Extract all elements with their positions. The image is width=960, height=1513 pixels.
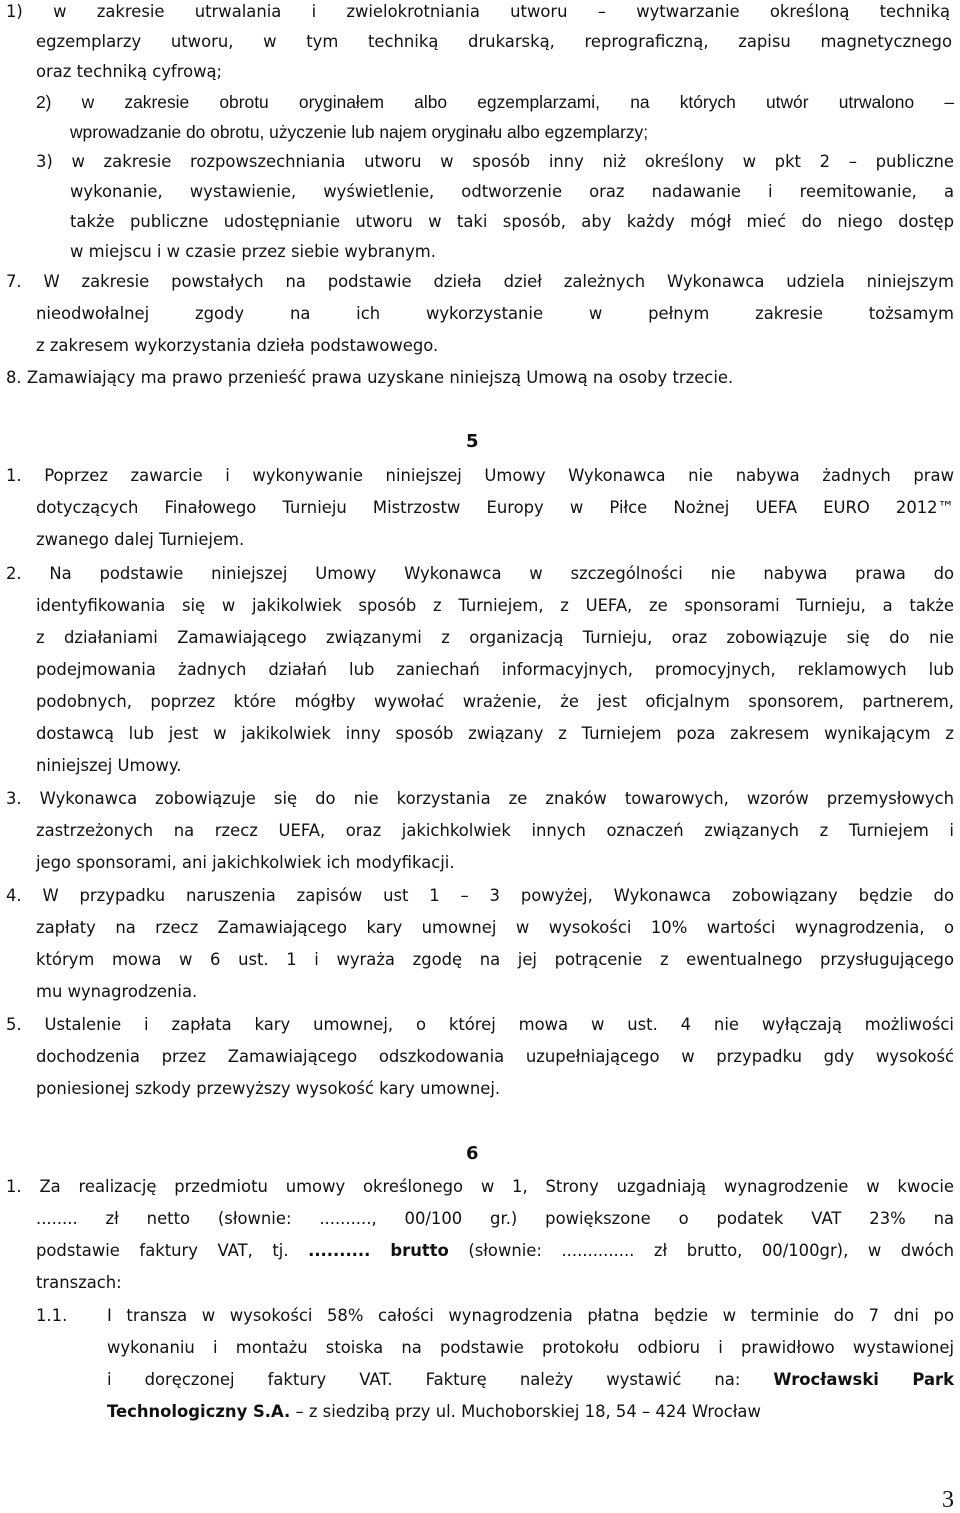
text-line: jego sponsorami, ani jakichkolwiek ich modyfikacji.	[36, 853, 455, 872]
text-line: zastrzeżonych na rzecz UEFA, oraz jakichkolwiek innych oznaczeń związanych z Turniejem i	[36, 821, 954, 840]
text-line: wprowadzanie do obrotu, użyczenie lub najem oryginału albo egzemplarzy;	[70, 122, 649, 142]
subitem-number: 1.1.	[36, 1306, 68, 1325]
text-line: wykonaniu i montażu stoiska na podstawie protokołu odbioru i prawidłowo wystawionej	[107, 1338, 954, 1357]
text-line: i doręczonej faktury VAT. Fakturę należy wystawić na: Wrocławski Park	[107, 1370, 955, 1389]
text-line: ........ zł netto (słownie: .........., 00/100 gr.) powiększone o podatek VAT 23% na	[36, 1209, 954, 1228]
text-line: 8. Zamawiający ma prawo przenieść prawa uzyskane niniejszą Umową na osoby trzecie.	[6, 368, 734, 387]
text-line: oraz techniką cyfrową;	[36, 62, 223, 81]
text-line: Technologiczny S.A. – z siedzibą przy ul. Muchoborskiej 18, 54 – 424 Wrocław	[107, 1402, 761, 1421]
text-line: 1. Poprzez zawarcie i wykonywanie niniejszej Umowy Wykonawca nie nabywa żadnych praw	[6, 466, 954, 485]
text-line: dotyczących Finałowego Turnieju Mistrzostw Europy w Piłce Nożnej UEFA EURO 2012™	[36, 498, 954, 517]
text-line: poniesionej szkody przewyższy wysokość kary umownej.	[36, 1079, 501, 1098]
bold-text: Wrocławski Park	[773, 1370, 955, 1389]
text-line: 2. Na podstawie niniejszej Umowy Wykonawca w szczególności nie nabywa prawa do	[6, 564, 954, 583]
text-line: podstawie faktury VAT, tj. .......... brutto (słownie: .............. zł brutto, 00/100gr), w dwóch	[36, 1241, 954, 1260]
text-line: 4. W przypadku naruszenia zapisów ust 1 – 3 powyżej, Wykonawca zobowiązany będzie do	[6, 886, 954, 905]
text-line: 1) w zakresie utrwalania i zwielokrotniania utworu – wytwarzanie określoną techniką	[6, 2, 950, 21]
text-line: I transza w wysokości 58% całości wynagrodzenia płatna będzie w terminie do 7 dni po	[107, 1306, 954, 1325]
text-line: zapłaty na rzecz Zamawiającego kary umownej w wysokości 10% wartości wynagrodzenia, o	[36, 918, 954, 937]
section-heading: 6	[466, 1143, 479, 1164]
text-line: transzach:	[36, 1273, 122, 1292]
text-line: zwanego dalej Turniejem.	[36, 530, 245, 549]
page-number: 3	[942, 1487, 954, 1513]
text-line: 3) w zakresie rozpowszechniania utworu w sposób inny niż określony w pkt 2 – publiczne	[36, 152, 954, 171]
text-line: którym mowa w 6 ust. 1 i wyraża zgodę na jej potrącenie z ewentualnego przysługującego	[36, 950, 954, 969]
text-line: 3. Wykonawca zobowiązuje się do nie korzystania ze znaków towarowych, wzorów przemysłowych	[6, 789, 954, 808]
text-line: w miejscu i w czasie przez siebie wybranym.	[70, 242, 436, 261]
text-line: 5. Ustalenie i zapłata kary umownej, o której mowa w ust. 4 nie wyłączają możliwości	[6, 1015, 954, 1034]
text-line: 1. Za realizację przedmiotu umowy określonego w 1, Strony uzgadniają wynagrodzenie w kwocie	[6, 1177, 954, 1196]
text-line: 2) w zakresie obrotu oryginałem albo egzemplarzami, na których utwór utrwalono –	[36, 92, 954, 112]
text-line: identyfikowania się w jakikolwiek sposób z Turniejem, z UEFA, ze sponsorami Turnieju, a także	[36, 596, 954, 615]
text-line: wykonanie, wystawienie, wyświetlenie, odtworzenie oraz nadawanie i reemitowanie, a	[70, 182, 954, 201]
bold-text: .......... brutto	[308, 1241, 449, 1260]
section-heading: 5	[466, 431, 479, 452]
text-line: dostawcą lub jest w jakikolwiek inny sposób związany z Turniejem poza zakresem wynikającym z	[36, 724, 954, 743]
text-line: podobnych, poprzez które mógłby wywołać wrażenie, że jest oficjalnym sponsorem, partnerem,	[36, 692, 954, 711]
text-line: 7. W zakresie powstałych na podstawie dzieła dzieł zależnych Wykonawca udziela niniejszym	[6, 272, 954, 291]
text-line: także publiczne udostępnianie utworu w taki sposób, aby każdy mógł mieć do niego dostęp	[70, 212, 954, 231]
text-line: z zakresem wykorzystania dzieła podstawowego.	[36, 336, 439, 355]
text-line: dochodzenia przez Zamawiającego odszkodowania uzupełniającego w przypadku gdy wysokość	[36, 1047, 954, 1066]
text-line: podejmowania żadnych działań lub zaniechań informacyjnych, promocyjnych, reklamowych lub	[36, 660, 954, 679]
text-line: z działaniami Zamawiającego związanymi z organizacją Turnieju, oraz zobowiązuje się do nie	[36, 628, 954, 647]
text-line: nieodwołalnej zgody na ich wykorzystanie w pełnym zakresie tożsamym	[36, 304, 954, 323]
bold-text: Technologiczny S.A.	[107, 1402, 291, 1421]
text-line: mu wynagrodzenia.	[36, 982, 198, 1001]
text-line: niniejszej Umowy.	[36, 756, 182, 775]
text-line: egzemplarzy utworu, w tym techniką drukarską, reprograficzną, zapisu magnetycznego	[36, 32, 952, 51]
